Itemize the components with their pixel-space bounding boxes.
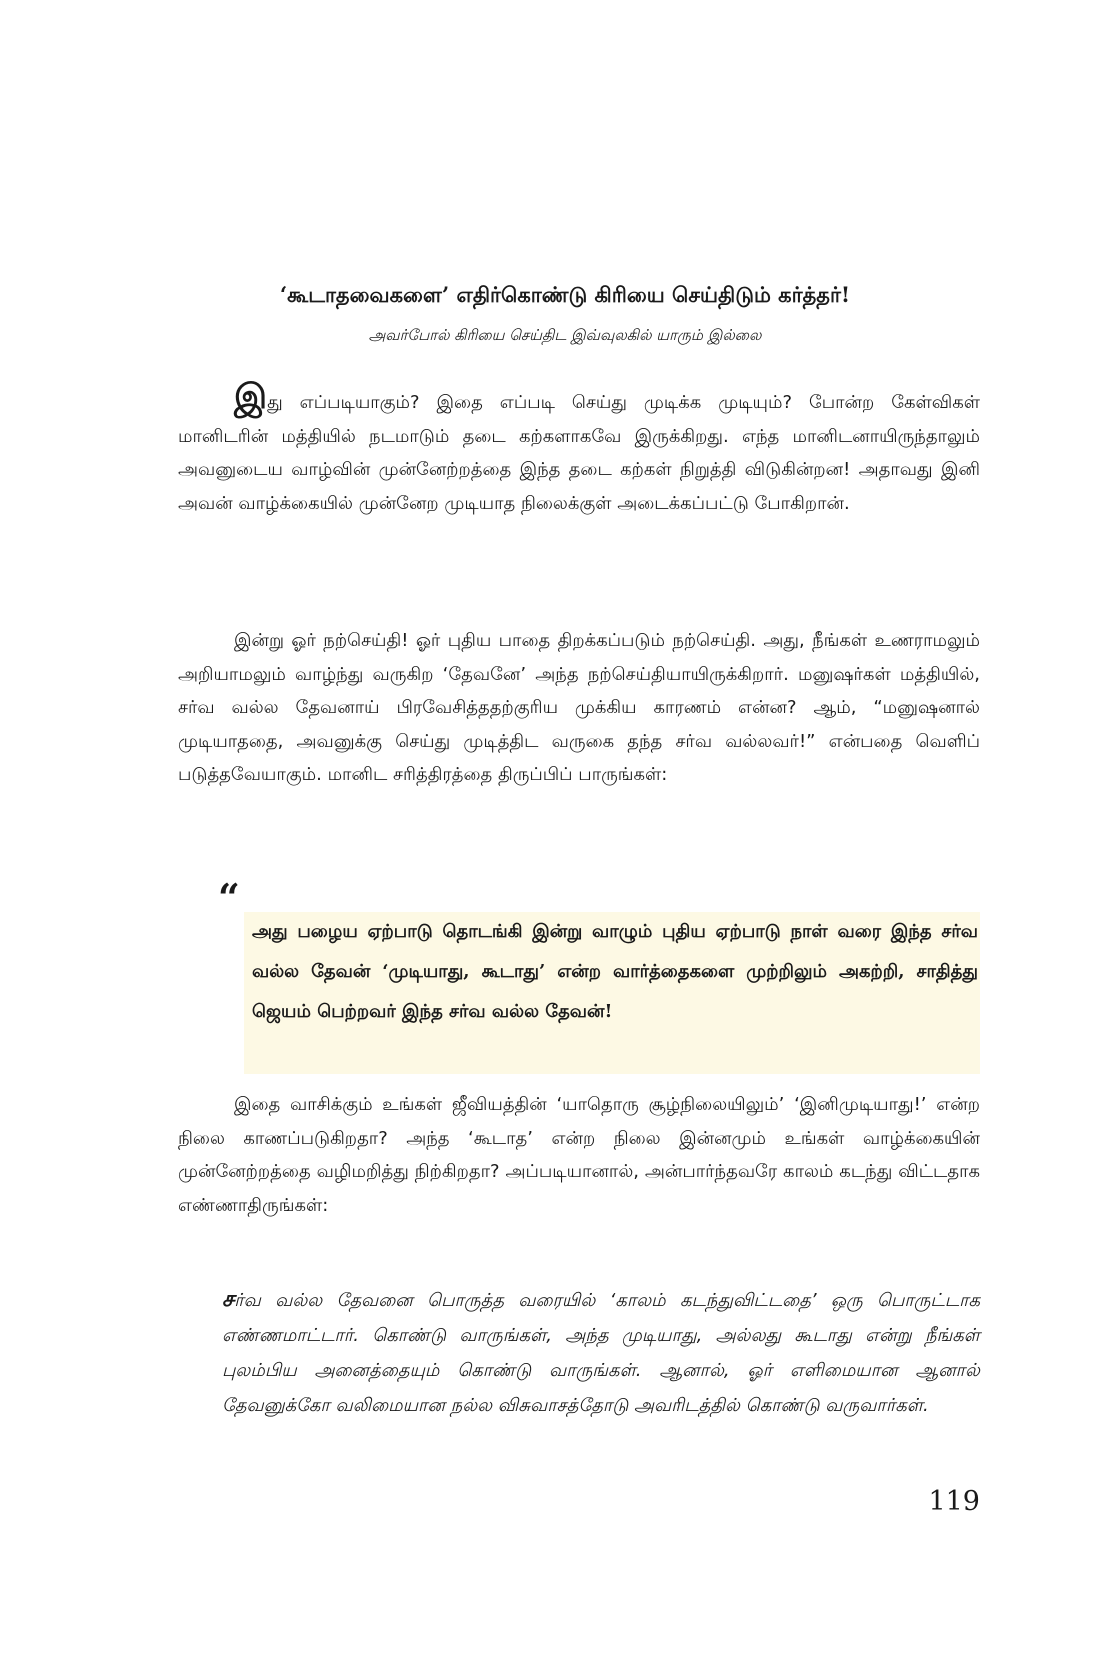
chapter-title: ‘கூடாதவைகளை’ எதிர்கொண்டு கிரியை செய்திடும் கர்த்தர்! bbox=[279, 282, 851, 307]
italic-passage bbox=[222, 1282, 980, 1423]
chapter-subtitle: அவர்போல் கிரியை செய்திட இவ்வுலகில் யாரும் இல்லை bbox=[368, 326, 762, 344]
paragraph-3-text: இதை வாசிக்கும் உங்கள் ஜீவியத்தின் ‘யாதொரு சூழ்நிலையிலும்’ ‘இனிமுடியாது!’ என்ற நிலை காணப்படுகிறதா? அந்த ‘கூடாத’ என்ற நிலை இன்னமும் உங்கள் வாழ்க்கையின் முன்னேற்றத்தை வழிமறித்து நிற்கிறதா? அப்படியானால், அன்பார்ந்தவரே காலம் கடந்து விட்டதாக எண்ணாதிருங்கள்: bbox=[178, 1094, 980, 1216]
paragraph-1-text: து எப்படியாகும்? இதை எப்படி செய்து முடிக்க முடியும்? போன்ற கேள்விகள் மானிடரின் மத்தியில் நடமாடும் தடை கற்களாகவே இருக்கிறது. எந்த மானிடனாயிருந்தாலும் அவனுடைய வாழ்வின் முன்னேற்றத்தை இந்த தடை கற்கள் நிறுத்தி விடுகின்றன! அதாவது இனி அவன் வாழ்க்கையில் முன்னேற முடியாத நிலைக்குள் அடைக்கப்பட்டு போகிறான். bbox=[178, 392, 980, 514]
page-number: 119 bbox=[928, 1486, 980, 1517]
paragraph-3 bbox=[178, 1088, 980, 1222]
italic-passage-cap: ச bbox=[222, 1287, 235, 1312]
paragraph-1 bbox=[178, 377, 980, 520]
drop-cap-letter: இ bbox=[234, 377, 268, 417]
paragraph-2 bbox=[178, 624, 980, 792]
italic-passage-text: ர்வ வல்ல தேவனை பொருத்த வரையில் ‘காலம் கடந்துவிட்டதை’ ஒரு பொருட்டாக எண்ணமாட்டார். கொண்டு வாருங்கள், அந்த முடியாது, அல்லது கூடாது என்று நீங்கள் புலம்பிய அனைத்தையும் கொண்டு வாருங்கள். ஆனால், ஓர் எளிமையான ஆனால் தேவனுக்கோ வலிமையான நல்ல விசுவாசத்தோடு அவரிடத்தில் கொண்டு வருவார்கள். bbox=[222, 1290, 980, 1416]
highlighted-quote: அது பழைய ஏற்பாடு தொடங்கி இன்று வாழும் புதிய ஏற்பாடு நாள் வரை இந்த சர்வ வல்ல தேவன் ‘முடியாது, கூடாது’ என்ற வார்த்தைகளை முற்றிலும் அகற்றி, சாதித்து ஜெயம் பெற்றவர் இந்த சர்வ வல்ல தேவன்! bbox=[252, 921, 978, 1022]
paragraph-2-text: இன்று ஓர் நற்செய்தி! ஓர் புதிய பாதை திறக்கப்படும் நற்செய்தி. அது, நீங்கள் உணராமலும் அறியாமலும் வாழ்ந்து வருகிற ‘தேவனே’ அந்த நற்செய்தியாயிருக்கிறார். மனுஷர்கள் மத்தியில், சர்வ வல்ல தேவனாய் பிரவேசித்ததற்குரிய முக்கிய காரணம் என்ன? ஆம், “மனுஷனால் முடியாததை, அவனுக்கு செய்து முடித்திட வருகை தந்த சர்வ வல்லவர்!” என்பதை வெளிப் படுத்தவேயாகும். மானிட சரித்திரத்தை திருப்பிப் பாருங்கள்: bbox=[178, 630, 980, 785]
quote-mark-icon: “ bbox=[218, 875, 240, 920]
